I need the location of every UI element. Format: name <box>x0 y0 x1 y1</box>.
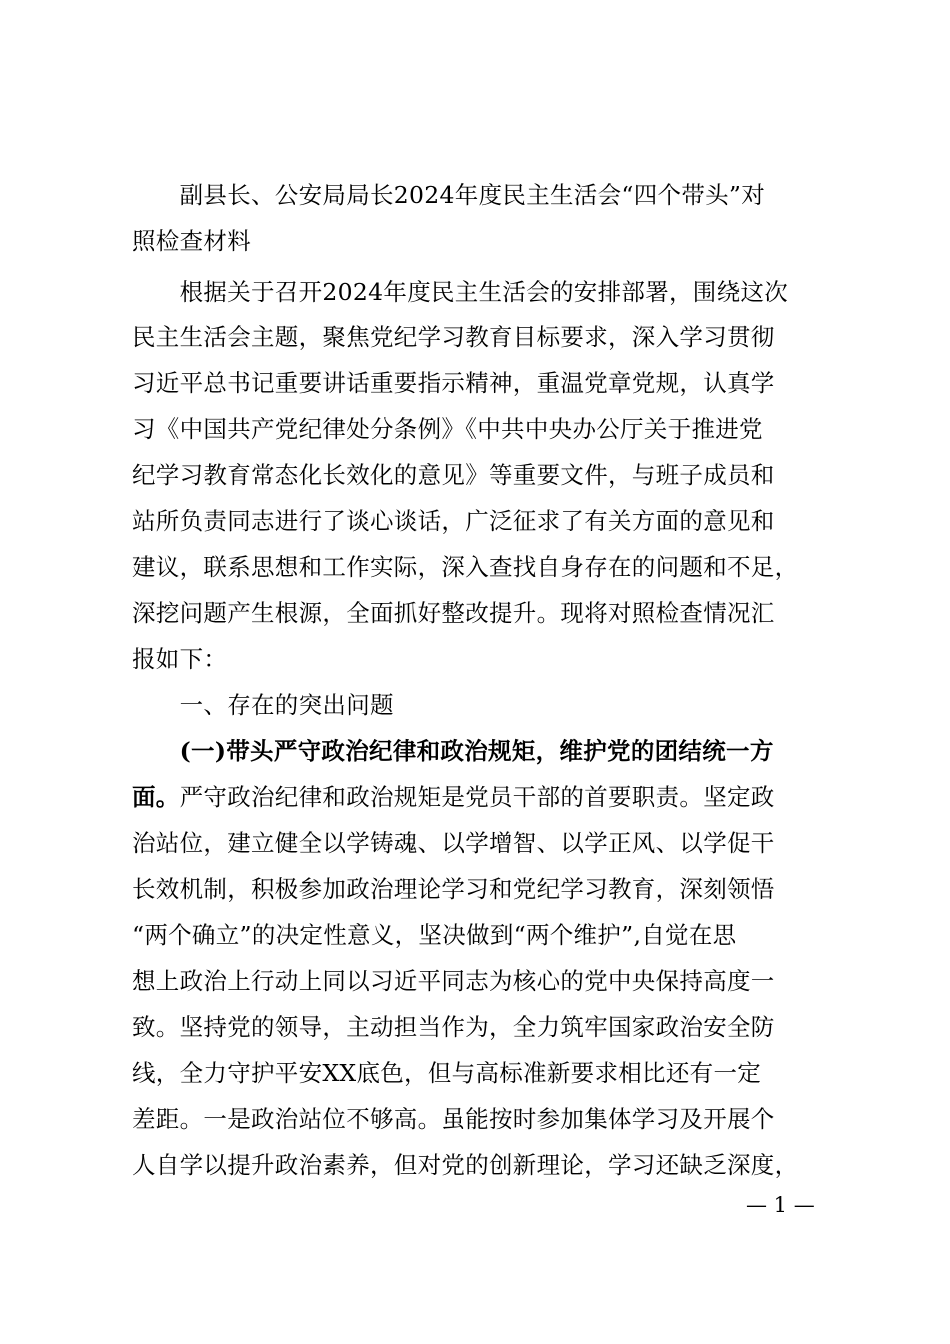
intro-paragraph-line: 深挖问题产生根源，全面抓好整改提升。现将对照检查情况汇 <box>132 599 775 627</box>
intro-paragraph-line: 根据关于召开2024年度民主生活会的安排部署，围绕这次 <box>132 278 789 306</box>
body-paragraph-line: 致。坚持党的领导，主动担当作为，全力筑牢国家政治安全防 <box>132 1013 775 1041</box>
body-paragraph-line: 线，全力守护平安XX底色，但与高标准新要求相比还有一定 <box>132 1059 762 1087</box>
document-title-line-1: 副县长、公安局局长2024年度民主生活会“四个带头”对 <box>132 181 766 209</box>
intro-paragraph-line: 纪学习教育常态化长效化的意见》等重要文件，与班子成员和 <box>132 461 775 489</box>
body-paragraph-line: 长效机制，积极参加政治理论学习和党纪学习教育，深刻领悟 <box>132 875 775 903</box>
subsection-heading-tail: 面。 <box>132 783 180 811</box>
body-paragraph-line: 差距。一是政治站位不够高。虽能按时参加集体学习及开展个 <box>132 1105 775 1133</box>
intro-paragraph-line: 民主生活会主题，聚焦党纪学习教育目标要求，深入学习贯彻 <box>132 323 775 351</box>
intro-paragraph-line: 建议，联系思想和工作实际，深入查找自身存在的问题和不足， <box>132 553 799 581</box>
body-paragraph-line: 想上政治上行动上同以习近平同志为核心的党中央保持高度一 <box>132 967 775 995</box>
body-paragraph-line: 治站位，建立健全以学铸魂、以学增智、以学正风、以学促干 <box>132 829 775 857</box>
body-paragraph-line: “两个确立”的决定性意义，坚决做到“两个维护”,自觉在思 <box>132 921 737 949</box>
subsection-heading-line: (一)带头严守政治纪律和政治规矩，维护党的团结统一方 <box>132 737 774 765</box>
document-title-line-2: 照检查材料 <box>132 227 251 255</box>
section-heading: 一、存在的突出问题 <box>132 691 394 719</box>
intro-paragraph-line: 站所负责同志进行了谈心谈话，广泛征求了有关方面的意见和 <box>132 507 775 535</box>
body-text-span: 严守政治纪律和政治规矩是党员干部的首要职责。坚定政 <box>179 783 775 811</box>
intro-paragraph-line: 习近平总书记重要讲话重要指示精神，重温党章党规，认真学 <box>132 369 775 397</box>
body-paragraph-line: 人自学以提升政治素养，但对党的创新理论，学习还缺乏深度， <box>132 1151 799 1179</box>
intro-paragraph-line: 习《中国共产党纪律处分条例》《中共中央办公厅关于推进党 <box>132 415 763 443</box>
intro-paragraph-line: 报如下： <box>132 645 228 673</box>
body-paragraph-line <box>132 782 832 812</box>
page-number: — 1 — <box>746 1193 815 1217</box>
